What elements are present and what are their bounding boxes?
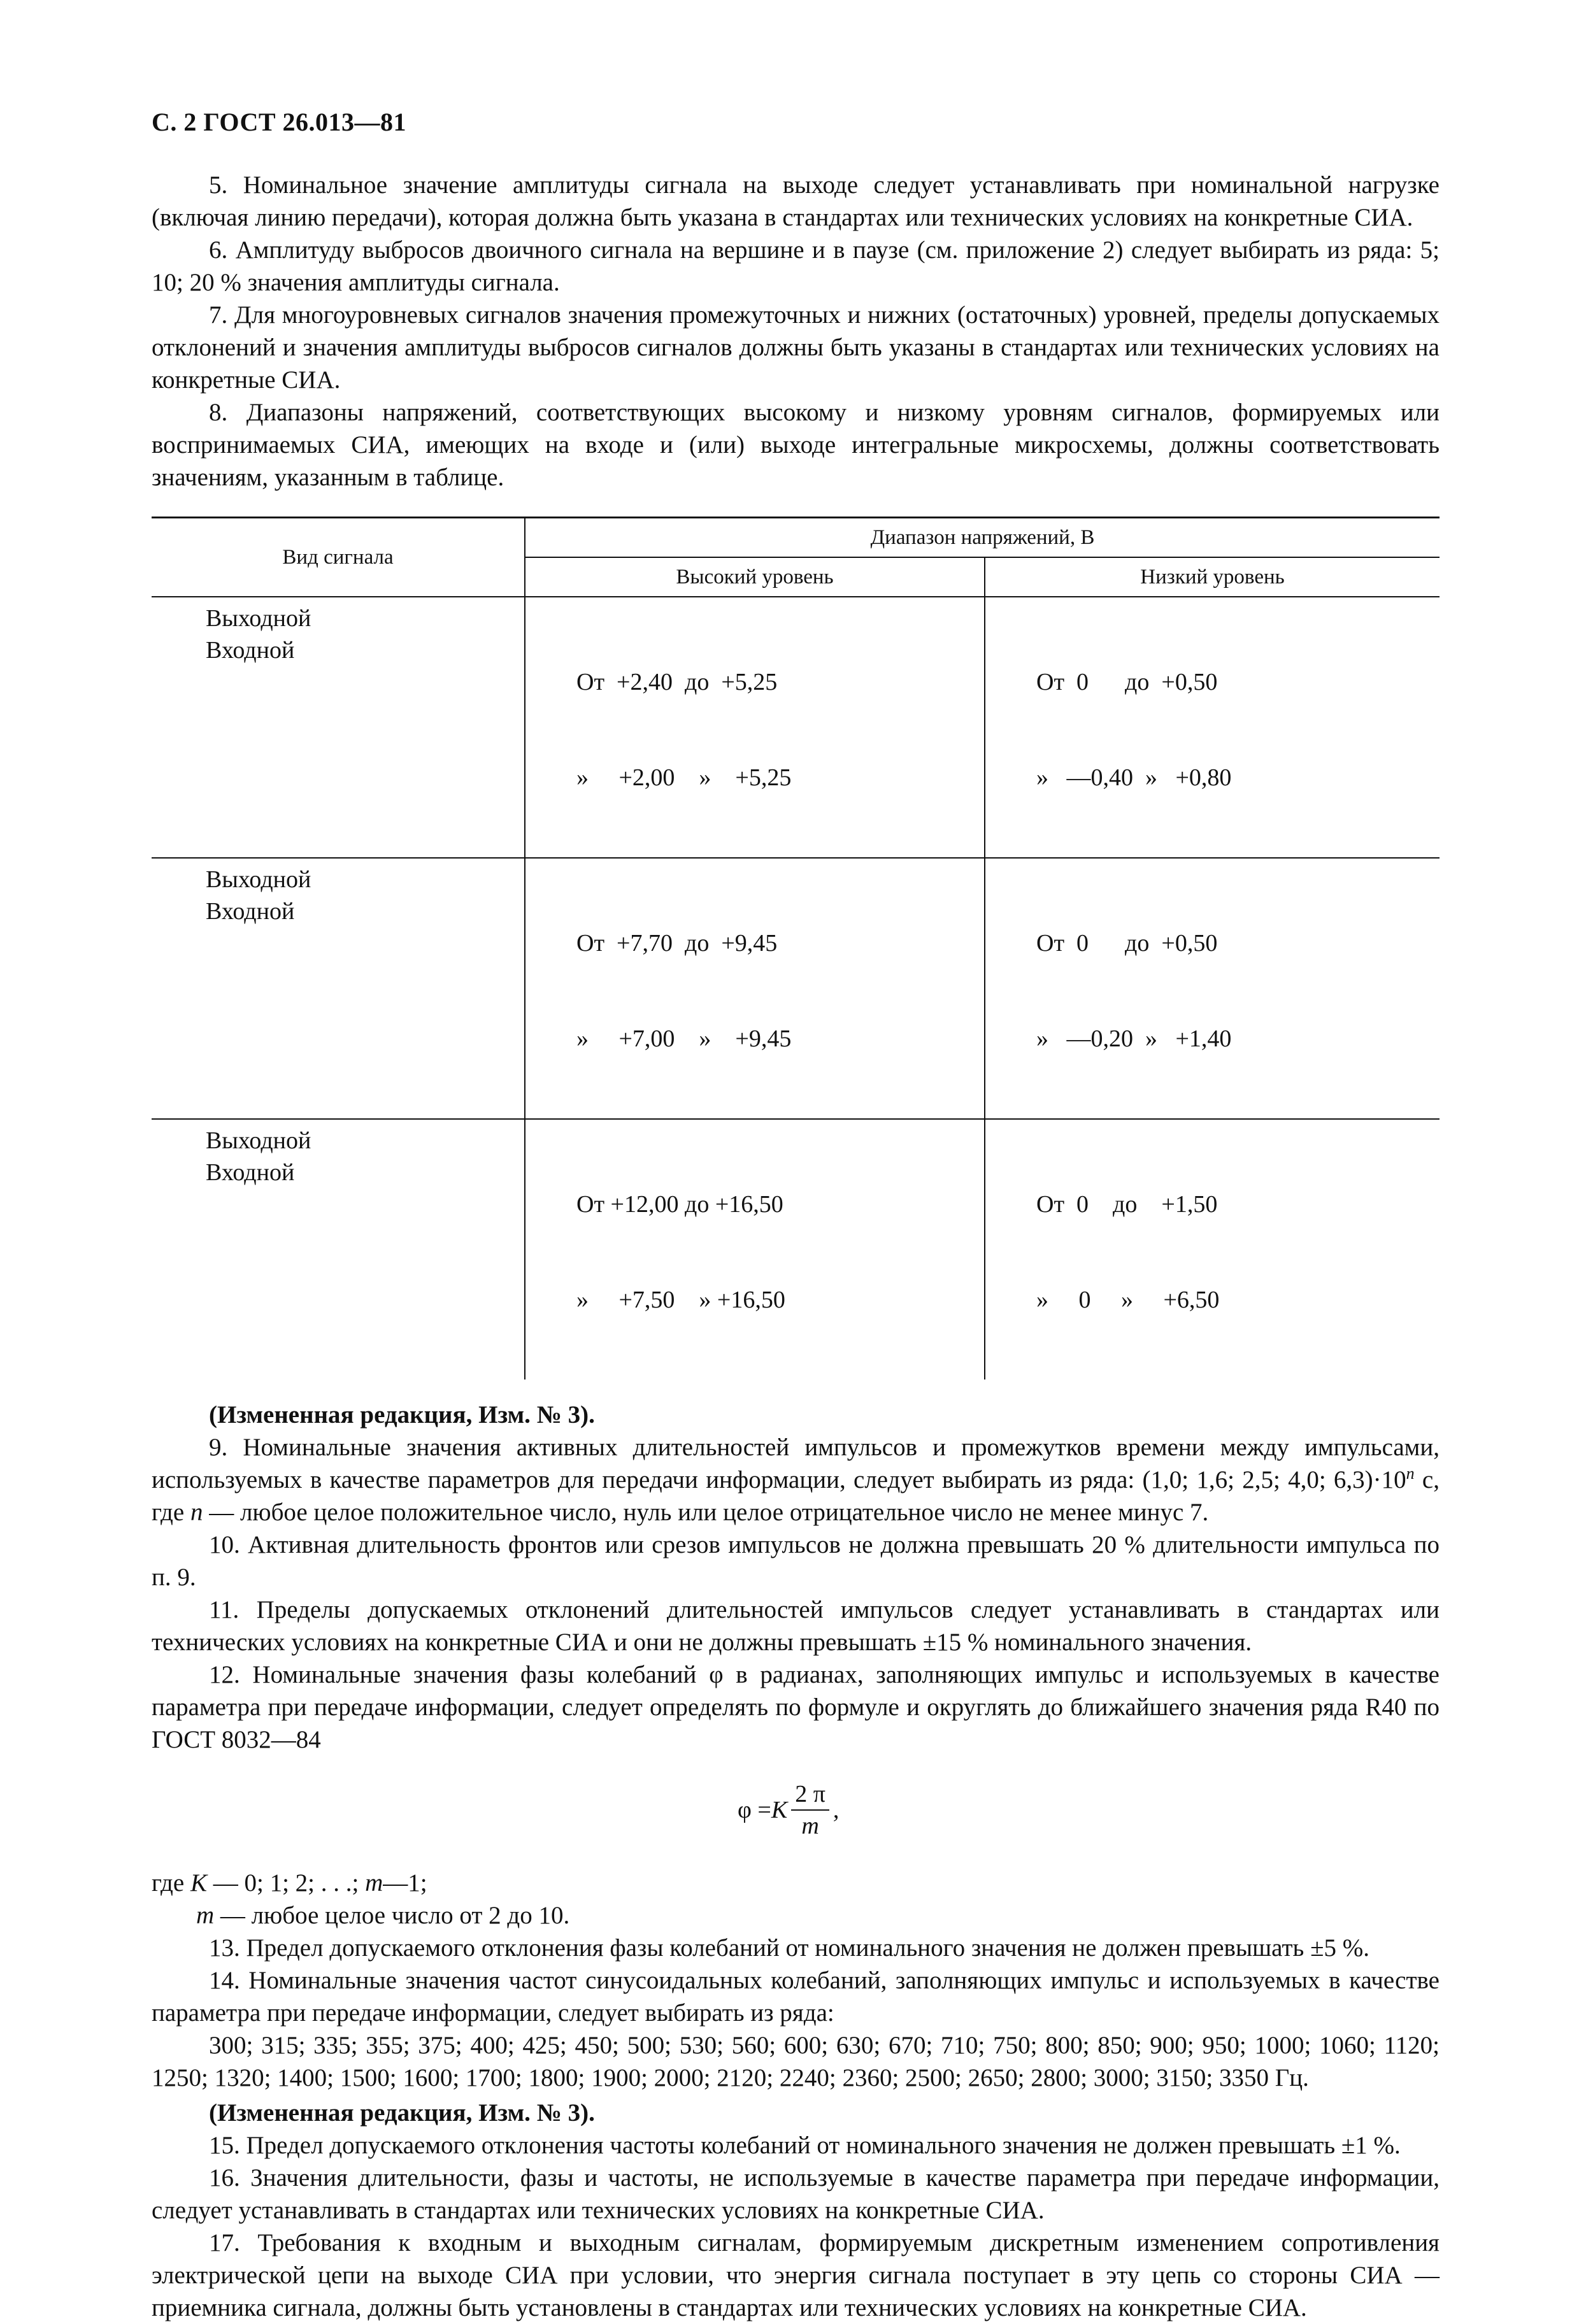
page-header: С. 2 ГОСТ 26.013—81: [152, 108, 407, 136]
high-level-cell: » +2,00 » +5,25: [576, 764, 792, 791]
high-level-cell: » +7,00 » +9,45: [576, 1025, 792, 1052]
low-level-cell: » 0 » +6,50: [1036, 1287, 1220, 1313]
high-level-cell: От +2,40 до +5,25: [576, 669, 778, 695]
paragraph-14: 14. Номинальные значения частот синусоидальных колебаний, заполняющих импульс и используемых в качестве параметра при передаче информации, следует выбирать из ряда:: [152, 1967, 1440, 2027]
high-level-cell: От +7,70 до +9,45: [576, 930, 778, 957]
header-high-level: Высокий уровень: [525, 557, 985, 597]
paragraph-8: 8. Диапазоны напряжений, соответствующих высокому и низкому уровням сигналов, формируемых или воспринимаемых СИА, имеющих на входе и (или) выходе интегральные микросхемы, должны соответствовать значениям, указанным в таблице.: [152, 399, 1440, 491]
signal-type-cell: Входной: [206, 1159, 295, 1186]
table-row: [152, 1119, 1440, 1379]
high-level-cell: От +12,00 до +16,50: [576, 1191, 783, 1218]
frequency-series: 300; 315; 335; 355; 375; 400; 425; 450; 500; 530; 560; 600; 630; 670; 710; 750; 800; 850; 900; 950; 1000; 1060; 1120; 1250; 1320; 1400; 1500; 1600; 1700; 1800; 1900; 2000; 2120; 2240; 2360; 2500; 2650; 2800; 3000; 3150; 3350 Гц.: [152, 2032, 1440, 2092]
where-m-line: m — любое целое число от 2 до 10.: [196, 1902, 570, 1929]
paragraph-16: 16. Значения длительности, фазы и частоты, не используемые в качестве параметра при передаче информации, следует устанавливать в стандартах или технических условиях на конкретные СИА.: [152, 2164, 1440, 2224]
where-k-line: где K — 0; 1; 2; . . .; m—1;: [152, 1869, 427, 1897]
paragraph-11: 11. Пределы допускаемых отклонений длительностей импульсов следует устанавливать в стандартах или технических условиях на конкретные СИА и они не должны превышать ±15 % номинального значения.: [152, 1596, 1440, 1656]
low-level-cell: От 0 до +1,50: [1036, 1191, 1218, 1218]
low-level-cell: » —0,40 » +0,80: [1036, 764, 1232, 791]
paragraph-6: 6. Амплитуду выбросов двоичного сигнала на вершине и в паузе (см. приложение 2) следует выбирать из ряда: 5; 10; 20 % значения амплитуды сигнала.: [152, 236, 1440, 296]
phase-formula: φ = K $\frac{2 \pi}{m}$ ,: [738, 1781, 840, 1839]
formula-lhs: φ =: [738, 1797, 771, 1823]
paragraph-7: 7. Для многоуровневых сигналов значения промежуточных и нижних (остаточных) уровней, пределы допускаемых отклонений и значения амплитуды выбросов сигналов должны быть указаны в стандартах или технических условиях на конкретные СИА.: [152, 301, 1440, 394]
header-low-level: Низкий уровень: [985, 557, 1440, 597]
header-voltage-range: Диапазон напряжений, В: [525, 518, 1440, 558]
header-signal-type: Вид сигнала: [152, 518, 525, 597]
signal-type-cell: Выходной: [206, 1127, 311, 1154]
paragraph-13: 13. Предел допускаемого отклонения фазы колебаний от номинального значения не должен превышать ±5 %.: [209, 1934, 1369, 1962]
paragraph-15: 15. Предел допускаемого отклонения частоты колебаний от номинального значения не должен превышать ±1 %.: [209, 2132, 1401, 2159]
low-level-cell: » —0,20 » +1,40: [1036, 1025, 1232, 1052]
low-level-cell: От 0 до +0,50: [1036, 669, 1218, 695]
low-level-cell: От 0 до +0,50: [1036, 930, 1218, 957]
paragraph-10: 10. Активная длительность фронтов или срезов импульсов не должна превышать 20 % длительности импульса по п. 9.: [152, 1531, 1440, 1591]
signal-type-cell: Выходной: [206, 605, 311, 632]
document-page: [152, 102, 1440, 2324]
paragraph-9: 9. Номинальные значения активных длительностей импульсов и промежутков времени между импульсами, используемых в качестве параметров для передачи информации, следует выбирать из ряда: (1,0; 1,6; 2,5; 4,0; $6,3)\cdot 10^n$ с, где n — любое целое положительное число, нуль или целое отрицательное число не менее минус 7.: [152, 1434, 1440, 1526]
paragraph-5: 5. Номинальное значение амплитуды сигнала на выходе следует устанавливать при номинальной нагрузке (включая линию передачи), которая должна быть указана в стандартах или технических условиях на конкретные СИА.: [152, 171, 1440, 231]
table-row: [152, 597, 1440, 858]
high-level-cell: » +7,50 » +16,50: [576, 1287, 785, 1313]
signal-type-cell: Входной: [206, 637, 295, 664]
paragraph-12: 12. Номинальные значения фазы колебаний φ в радианах, заполняющих импульс и используемых в качестве параметра при передаче информации, следует определять по формуле и округлять до ближайшего значения ряда R40 по ГОСТ 8032—84: [152, 1661, 1440, 1753]
amendment-note: (Измененная редакция, Изм. № 3).: [209, 2099, 595, 2127]
voltage-range-table: [152, 517, 1440, 1379]
signal-type-cell: Выходной: [206, 866, 311, 893]
table-row: [152, 858, 1440, 1119]
formula-fraction: $\frac{2 \pi}{m}$: [791, 1780, 829, 1840]
amendment-note: (Измененная редакция, Изм. № 3).: [209, 1401, 595, 1429]
signal-type-cell: Входной: [206, 898, 295, 925]
formula-k: K: [771, 1797, 788, 1823]
paragraph-17: 17. Требования к входным и выходным сигналам, формируемым дискретным изменением сопротивления электрической цепи на выходе СИА при условии, что энергия сигнала поступает в эту цепь со стороны СИА — приемника сигнала, должны быть установлены в стандартах или технических условиях на конкретные СИА.: [152, 2229, 1440, 2321]
